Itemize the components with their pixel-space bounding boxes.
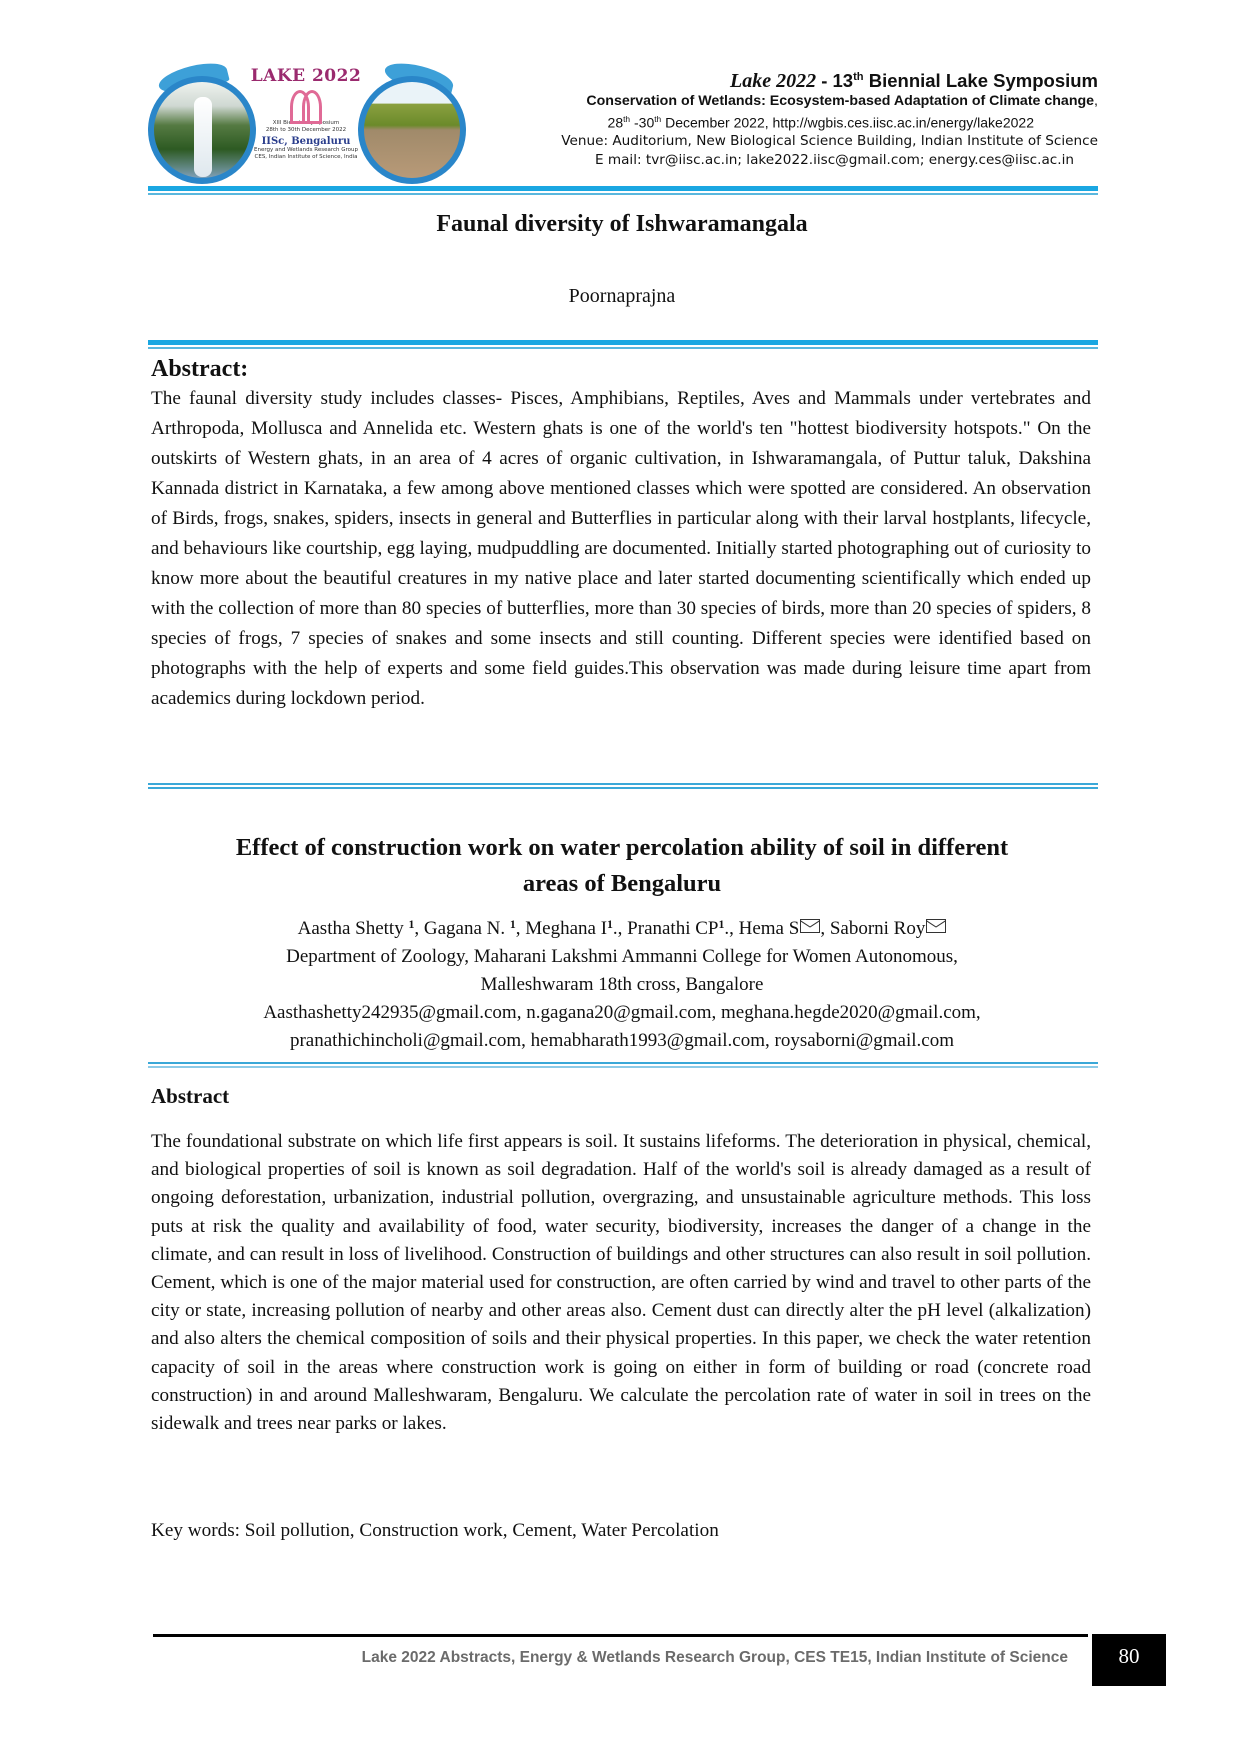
article2-abstract-text: The foundational substrate on which life first appears is soil. It sustains lifeforms. The deterioration in physical, chemical, and biological properties of soil is known as soil degradation. Half of the world's soil is already damaged as a result of ongoing deforestation, urbanization, industrial pollution, overgrazing, and unsustainable agriculture methods. This loss puts at risk the quality and availability of food, water security, biodiversity, increases the danger of a change in the climate, and can result in loss of livelihood. Construction of buildings and other structures can also result in soil pollution. Cement, which is one of the major material used for construction, are often carried by wind and travel to other parts of the city or state, increasing pollution of nearby and other areas also. Cement dust can directly alter the pH level (alkalization) and also alters the chemical composition of soils and their physical properties. In this paper, we check the water retention capacity of soil in the areas where construction work is going on either in form of building or road (concrete road construction) in and around Malleshwaram, Bengaluru. We calculate the percolation rate of water in soil in trees on the sidewalk and trees near parks or lakes. — [151, 1131, 1091, 1435]
logo-group-2: CES, Indian Institute of Science, India — [254, 154, 358, 160]
logo-title: LAKE 2022 — [250, 66, 362, 86]
author-emails-line-1: Aasthashetty242935@gmail.com, n.gagana20@gmail.com, meghana.hegde2020@gmail.com, — [263, 1002, 981, 1023]
flamingo-icon — [286, 90, 326, 120]
symposium-url-link[interactable]: December 2022, http://wgbis.ces.iisc.ac.in/energy/lake2022 — [661, 114, 1034, 131]
symposium-dates-url: 28th -30th December 2022, http://wgbis.ces.iisc.ac.in/energy/lake2022 — [607, 114, 1034, 131]
logo-center — [248, 62, 364, 184]
page-number: 80 — [1092, 1634, 1166, 1686]
logo-host: IISc, Bengaluru — [261, 136, 351, 147]
author-emails-line-2: pranathichincholi@gmail.com, hemabharath1993@gmail.com, roysaborni@gmail.com — [289, 1030, 955, 1051]
envelope-icon — [926, 919, 946, 933]
footer-text: Lake 2022 Abstracts, Energy & Wetlands Research Group, CES TE15, Indian Institute of Science — [361, 1649, 1068, 1666]
envelope-icon — [800, 919, 820, 933]
waterfall-photo-emblem — [148, 76, 256, 184]
logo-subtitle-1: XIII Biennial Symposium — [272, 120, 340, 126]
article1-abstract-heading: Abstract: — [151, 356, 249, 382]
symposium-theme: Conservation of Wetlands: Ecosystem-based Adaptation of Climate change, — [586, 93, 1098, 110]
symposium-title: Lake 2022 - 13th Biennial Lake Symposium — [729, 70, 1098, 93]
author-list: Aastha Shetty $^1$, Gagana N. $^1$, Meghana $I^1$., Pranathi $CP^1$., Hema S , Saborni Roy — [147, 915, 1097, 943]
symposium-info — [413, 66, 1098, 170]
footer-divider — [153, 1634, 1088, 1637]
article1-abstract-text: The faunal diversity study includes classes- Pisces, Amphibians, Reptiles, Aves and Mammals under vertebrates and Arthropoda, Mollusca and Annelida etc. Western ghats is one of the world's ten "hottest biodiversity hotspots." On the outskirts of Western ghats, in an area of 4 acres of organic cultivation, in Ishwaramangala, of Puttur taluk, Dakshina Kannada district in Karnataka, a few among above mentioned classes which were spotted are considered. An observation of Birds, frogs, snakes, spiders, insects in general and Butterflies in particular along with their larval hostplants, lifecycle, and behaviours like courtship, egg laying, mudpuddling are documented. Initially started photographing out of curiosity to know more about the beautiful creatures in my native place and later started documenting scientifically which ended up with the collection of more than 80 species of butterflies, more than 30 species of birds, more than 20 species of spiders, 8 species of frogs, 7 species of snakes and some insects and still counting. Different species were identified based on photographs with the help of experts and some field guides.This observation was made during leisure time apart from academics during lockdown period. — [151, 388, 1091, 709]
article2-author-block — [147, 915, 1097, 1055]
logo-subtitle-2: 28th to 30th December 2022 — [265, 127, 347, 133]
affiliation-line-1: Department of Zoology, Maharani Lakshmi Ammanni College for Women Autonomous, — [286, 946, 958, 967]
logo-group-1: Energy and Wetlands Research Group — [254, 147, 358, 153]
article2-abstract-heading: Abstract — [151, 1084, 230, 1108]
page-header — [148, 62, 1098, 192]
article2-title: Effect of construction work on water percolation ability of soil in different areas of Bengaluru — [235, 834, 1009, 897]
symposium-emails: E mail: tvr@iisc.ac.in; lake2022.iisc@gmail.com; energy.ces@iisc.ac.in — [594, 151, 1074, 168]
affiliation-line-2: Malleshwaram 18th cross, Bangalore — [480, 974, 764, 995]
article2-keywords: Key words: Soil pollution, Construction work, Cement, Water Percolation — [151, 1520, 719, 1541]
article1-author: Poornaprajna — [568, 285, 676, 307]
article1-title: Faunal diversity of Ishwaramangala — [436, 211, 808, 237]
symposium-venue: Venue: Auditorium, New Biological Science Building, Indian Institute of Science — [561, 132, 1098, 149]
